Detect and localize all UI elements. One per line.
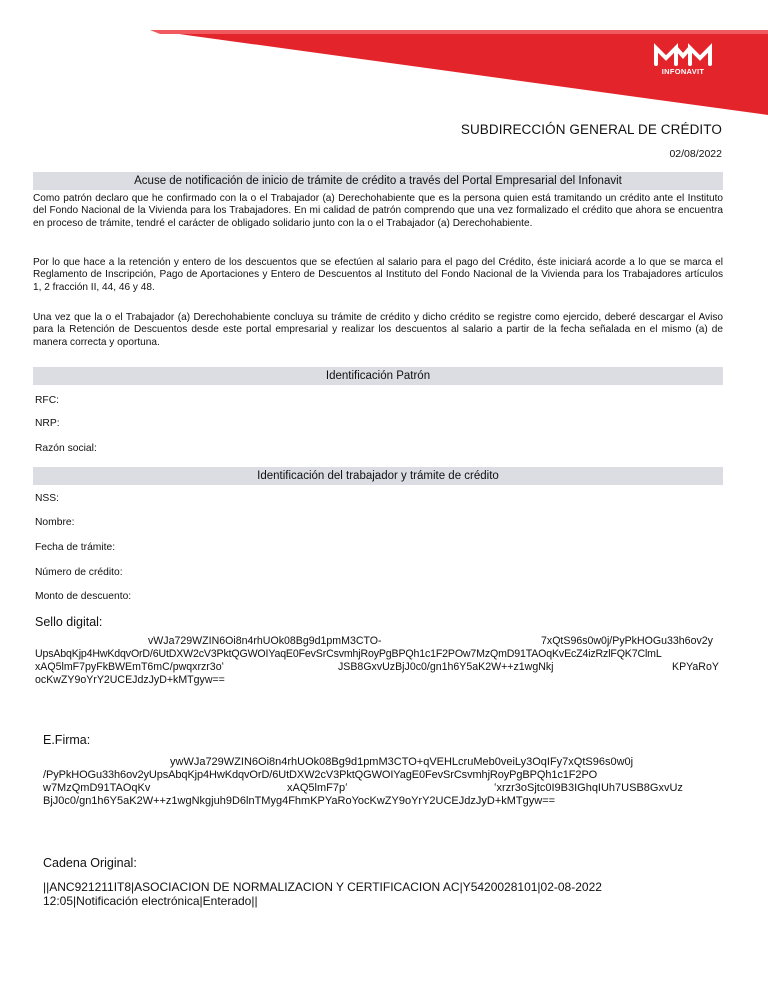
paragraph-2: Por lo que hace a la retención y entero de los descuentos que se efectúen al salario para el pago del Crédito, éste iniciará acorde a lo que se marca el Reglamento de Inscripción, Pago de Aportaciones y Entero de Descuentos al Instituto del Fondo Nacional de la Vivienda para los Trabajadores artículos 1, 2 fracción II, 44, 46 y 48.	[33, 257, 723, 293]
efirma-line-1: ywWJa729WZIN6Oi8n4rhUOk08Bg9d1pmM3CTO+qVEHLcruMeb0veiLy3OqIFy7xQtS96s0w0j	[170, 756, 634, 768]
sello-line-4: ocKwZY9oYrY2UCEJdzJyD+kMTgyw==	[35, 674, 225, 686]
cadena-original-label: Cadena Original:	[43, 856, 137, 870]
paragraph-1: Como patrón declaro que he confirmado con la o el Trabajador (a) Derechohabiente que es la persona quien está tramitando un crédito ante el Instituto del Fondo Nacional de la Vivienda para los Trabajadores. En mi calidad de patrón comprendo que una vez formalizado el crédito que ahora se encuentra en proceso de trámite, tendré el carácter de obligado solidario junto con la o el Trabajador (a) Derechohabiente.	[33, 193, 723, 229]
efirma-line-3b: xAQ5lmF7pʻ	[287, 782, 348, 794]
nombre-label: Nombre:	[35, 517, 75, 528]
red-band-top	[150, 30, 768, 34]
efirma-line-3c: ʻxrzr3oSjtc0I9B3IGhqIUh7USB8GxvUz	[494, 782, 683, 794]
nss-label: NSS:	[35, 493, 60, 504]
razon-social-label: Razón social:	[35, 443, 97, 454]
subdireccion-title: SUBDIRECCIÓN GENERAL DE CRÉDITO	[460, 122, 722, 137]
sello-line-1b: 7xQtS96s0w0j/PyPkHOGu33h6ov2y	[541, 635, 713, 647]
efirma-line-4: BjJ0c0/gn1h6Y5aK2W++z1wgNkgjuh9D6lnTMyg4FhmKPYaRoYocKwZY9oYrY2UCEJdzJyD+kMTgyw==	[43, 795, 556, 807]
sello-line-1a: vWJa729WZIN6Oi8n4rhUOk08Bg9d1pmM3CTO-	[148, 635, 382, 647]
patron-heading-bar: Identificación Patrón	[33, 367, 723, 385]
paragraph-3: Una vez que la o el Trabajador (a) Derechohabiente concluya su trámite de crédito y dicho crédito se registre como ejercido, deberé descargar el Aviso para la Retención de Descuentos desde este portal empresarial y realizar los descuentos al salario a partir de la fecha señalada en el mismo (a) de manera correcta y oportuna.	[33, 312, 723, 348]
numero-credito-label: Número de crédito:	[35, 567, 123, 578]
cadena-line-2: 12:05|Notificación electrónica|Enterado||	[43, 893, 258, 908]
sello-line-3a: xAQ5lmF7pyFkBWEmT6mC/pwqxrzr3oʻ	[35, 661, 224, 673]
nrp-label: NRP:	[35, 418, 60, 429]
efirma-label: E.Firma:	[43, 733, 91, 747]
fecha-tramite-label: Fecha de trámite:	[35, 542, 116, 553]
rfc-label: RFC:	[35, 395, 60, 406]
infonavit-logo-icon	[646, 38, 720, 84]
monto-descuento-label: Monto de descuento:	[35, 591, 132, 602]
efirma-line-3a: w7MzQmD91TAOqKv	[43, 782, 151, 794]
cadena-original-text	[43, 881, 602, 908]
sello-digital-label: Sello digital:	[35, 615, 103, 629]
logo-wordmark: INFONAVIT	[661, 67, 705, 76]
document-date: 02/08/2022	[669, 148, 722, 160]
efirma-line-2: /PyPkHOGu33h6ov2yUpsAbqKjp4HwKdqvOrD/6UtDXW2cV3PktQGWOIYagE0FevSrCsvmhjRoyPgBPQh1c1F2PO	[43, 769, 598, 781]
cadena-line-1: ||ANC921211IT8|ASOCIACION DE NORMALIZACION Y CERTIFICACION AC|Y5420028101|02-08-2022	[43, 880, 602, 894]
sello-line-2: UpsAbqKjp4HwKdqvOrD/6UtDXW2cV3PktQGWOIYaqE0FevSrCsvmhjRoyPgBPQh1c1F2POw7MzQmD91TAOqKvEcZ4izRzlFQK7ClmL	[35, 648, 662, 660]
trabajador-heading-bar: Identificación del trabajador y trámite de crédito	[33, 467, 723, 485]
sello-line-3b: JSB8GxvUzBjJ0c0/gn1h6Y5aK2W++z1wgNkj	[338, 661, 554, 673]
sello-line-3c: KPYaRoY	[672, 661, 719, 673]
acuse-title-bar: Acuse de notificación de inicio de trámite de crédito a través del Portal Empresarial del Infonavit	[33, 172, 723, 190]
